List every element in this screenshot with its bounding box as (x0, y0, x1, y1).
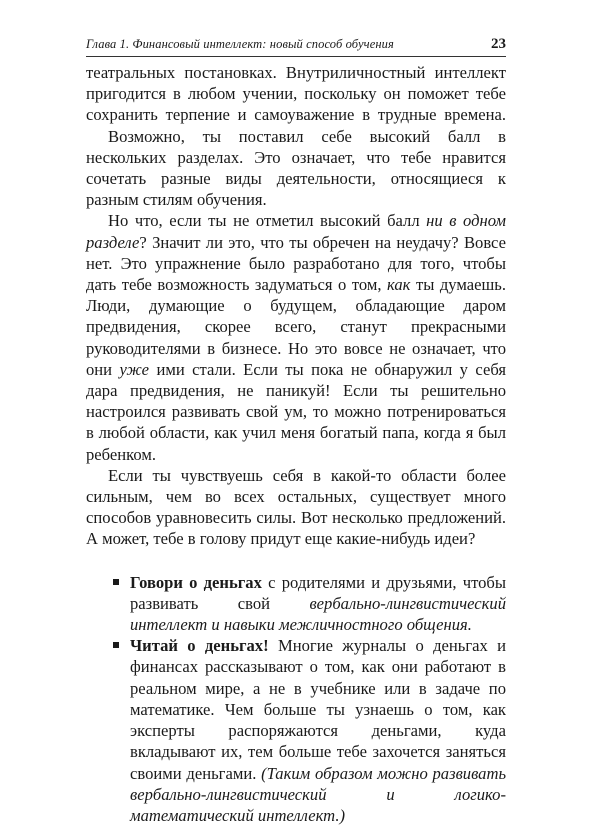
list-item-text: с родителями и друзьями, чтобы развивать свой (130, 572, 506, 613)
chapter-title: Глава 1. Финансовый интеллект: новый способ обучения (86, 37, 394, 51)
paragraph-3-text-b: ? Значит ли это, что ты обречен на неудачу? Вовсе нет. Это упражнение было разработано для того, чтобы дать тебе возможность задуматься о том, (86, 232, 506, 295)
list-item-text: Многие журналы о деньгах и финансах рассказывают о том, как они работают в реальном мире, а не в учебнике или в задаче по математике. Чем больше ты узнаешь о том, как эксперты распоряжаются деньгами, куда вкладывают их, тем больше тебе захочется заняться своими деньгами. (130, 636, 506, 783)
page-number: 23 (491, 36, 506, 52)
tips-list (86, 572, 506, 826)
running-header (86, 30, 506, 57)
square-bullet-icon (113, 579, 119, 585)
list-item-emphasis: вербально-лингвистический интеллект и навыки межличностного общения. (130, 593, 506, 635)
paragraph-2: Возможно, ты поставил себе высокий балл в нескольких разделах. Это означает, что тебе нравится сочетать разные виды деятельности, относящиеся к разным стилям обучения. (86, 126, 506, 210)
paragraph-3-emphasis-a: ни в одном разделе (86, 211, 506, 252)
paragraph-3-text-d: ими стали. Если ты пока не обнаружил у себя дара предвидения, не паникуй! Если ты решительно настроился развивать свой ум, то можно потренироваться в любой области, как учил меня богатый папа, когда я был ребенком. (86, 359, 506, 464)
list-item-heading: Говори о деньгах (130, 572, 262, 592)
list-item (86, 572, 506, 636)
list-item-emphasis: (Таким образом можно развивать вербально-лингвистический и логико-математический интеллект.) (130, 763, 506, 825)
paragraph-3 (86, 210, 506, 464)
paragraph-1: театральных постановках. Внутриличностный интеллект пригодится в любом учении, поскольку он поможет тебе сохранить терпение и самоуважение в трудные времена. (86, 63, 506, 125)
paragraph-4: Если ты чувствуешь себя в какой-то области более сильным, чем во всех остальных, существует много способов уравновесить силы. Вот несколько предложений. А может, тебе в голову придут еще какие-нибудь идеи? (86, 465, 506, 549)
paragraph-3-emphasis-b: как (387, 275, 411, 295)
page-body (86, 62, 506, 826)
list-item (86, 635, 506, 826)
list-item-heading: Читай о деньгах! (130, 636, 269, 656)
paragraph-3-text-c: ты думаешь. Люди, думающие о будущем, обладающие даром предвидения, скорее всего, станут прекрасными руководителями в бизнесе. Но это вовсе не означает, что они (86, 275, 506, 379)
paragraph-3-text-a: Но что, если ты не отметил высокий балл (108, 211, 427, 231)
paragraph-3-emphasis-c: уже (119, 359, 150, 379)
square-bullet-icon (113, 642, 119, 648)
